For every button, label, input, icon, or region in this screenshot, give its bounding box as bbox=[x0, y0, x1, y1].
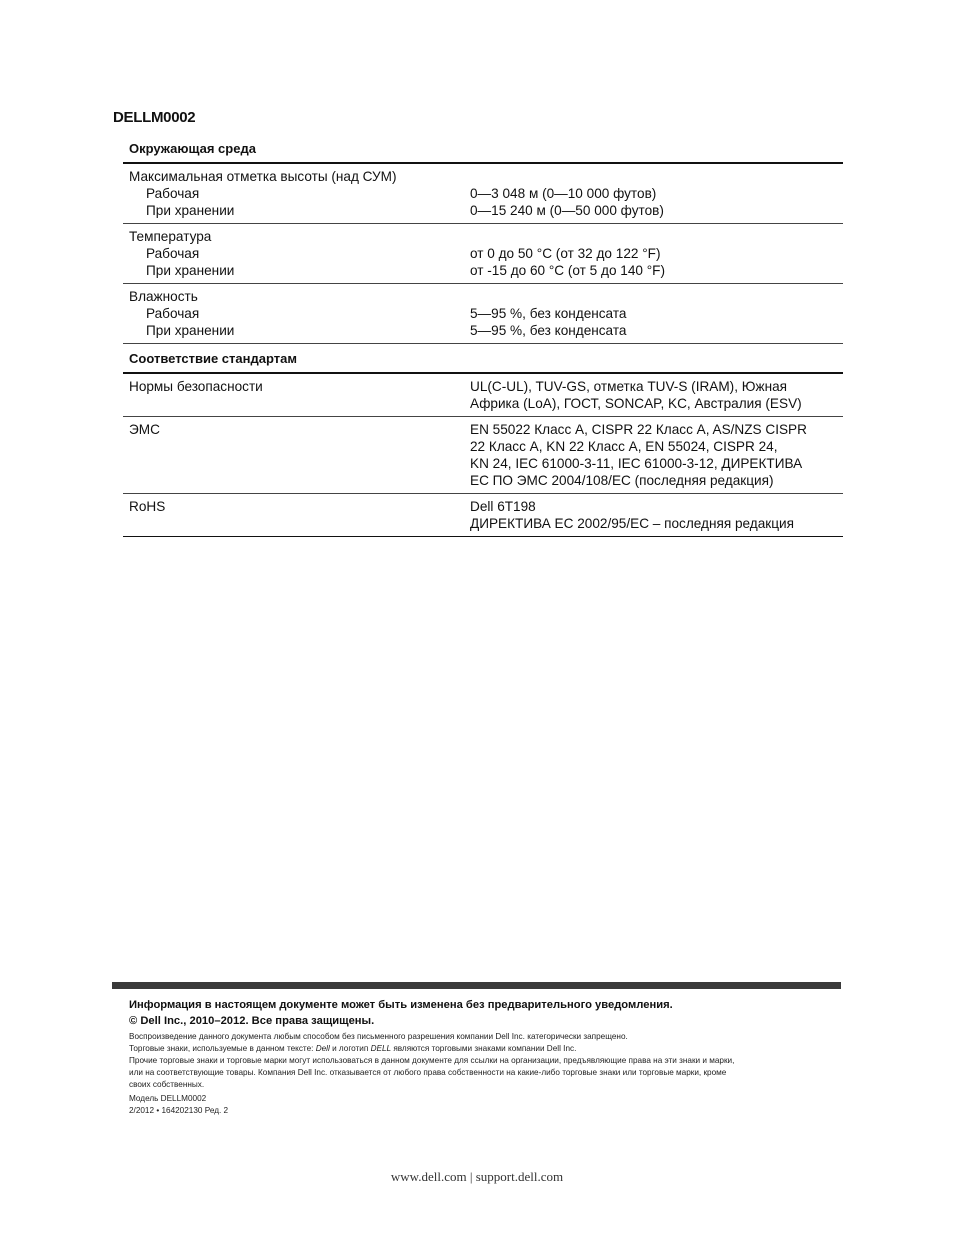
other-trademarks-line: или на соответствующие товары. Компания Dell Inc. отказывается от любого права собственности на какие-либо торговые знаки или торговые марки, кроме bbox=[129, 1068, 727, 1077]
altitude-operating-label: Рабочая bbox=[146, 186, 200, 201]
emc-value-line: ЕС ПО ЭМС 2004/108/EC (последняя редакция) bbox=[470, 473, 774, 488]
safety-row bbox=[123, 374, 843, 417]
temperature-storage-value: от -15 до 60 °C (от 5 до 140 °F) bbox=[470, 263, 666, 278]
humidity-operating-value: 5—95 %, без конденсата bbox=[470, 306, 627, 321]
footer-divider bbox=[112, 982, 841, 989]
other-trademarks-line: Прочие торговые знаки и торговые марки могут использоваться в данном документе для ссылки на организации, предъявляющие права на эти знаки и марки, bbox=[129, 1056, 735, 1065]
altitude-storage-value: 0—15 240 м (0—50 000 футов) bbox=[470, 203, 664, 218]
model-title: DELLM0002 bbox=[113, 109, 196, 126]
altitude-operating-value: 0—3 048 м (0—10 000 футов) bbox=[470, 186, 657, 201]
temperature-storage-label: При хранении bbox=[146, 263, 235, 278]
rohs-value-line: Dell 6T198 bbox=[470, 499, 536, 514]
revision-line: 2/2012 • 164202130 Ред. 2 bbox=[129, 1106, 229, 1115]
temperature-row bbox=[123, 224, 843, 284]
change-notice: Информация в настоящем документе может быть изменена без предварительного уведомления. bbox=[129, 999, 673, 1011]
model-line: Модель DELLM0002 bbox=[129, 1094, 207, 1103]
safety-label: Нормы безопасности bbox=[129, 379, 263, 394]
rohs-value-line: ДИРЕКТИВА ЕС 2002/95/EC – последняя редакция bbox=[470, 516, 794, 531]
legal-footer bbox=[129, 997, 841, 1117]
safety-value-line: UL(C-UL), TUV-GS, отметка TUV-S (IRAM), Южная bbox=[470, 379, 788, 394]
reproduction-notice: Воспроизведение данного документа любым способом без письменного разрешения компании Dell Inc. категорически запрещено. bbox=[129, 1032, 628, 1041]
environment-section-header: Окружающая среда bbox=[123, 138, 843, 164]
temperature-operating-value: от 0 до 50 °C (от 32 до 122 °F) bbox=[470, 246, 661, 261]
temperature-label: Температура bbox=[129, 229, 212, 244]
altitude-label: Максимальная отметка высоты (над СУМ) bbox=[129, 169, 397, 184]
emc-value-line: EN 55022 Класс A, CISPR 22 Класс A, AS/NZS CISPR bbox=[470, 422, 807, 437]
rohs-row bbox=[123, 494, 843, 537]
humidity-operating-label: Рабочая bbox=[146, 306, 200, 321]
emc-value-line: KN 24, IEC 61000-3-11, IEC 61000-3-12, ДИРЕКТИВА bbox=[470, 456, 803, 471]
emc-label: ЭМС bbox=[129, 422, 160, 437]
altitude-row bbox=[123, 164, 843, 224]
trademarks-notice: Торговые знаки, используемые в данном тексте: Dell и логотип DELL являются торговыми знаками компании Dell Inc. bbox=[129, 1044, 577, 1053]
safety-value-line: Африка (LoA), ГОСТ, SONCAP, KC, Австралия (ESV) bbox=[470, 396, 802, 411]
emc-value-line: 22 Класс A, KN 22 Класс A, EN 55024, CISPR 24, bbox=[470, 439, 778, 454]
emc-row bbox=[123, 417, 843, 494]
spec-table bbox=[123, 138, 843, 537]
compliance-section-header: Соответствие стандартам bbox=[123, 344, 843, 374]
website-links: www.dell.com | support.dell.com bbox=[390, 1169, 564, 1184]
other-trademarks-line: своих собственных. bbox=[129, 1080, 205, 1089]
temperature-operating-label: Рабочая bbox=[146, 246, 200, 261]
humidity-storage-label: При хранении bbox=[146, 323, 235, 338]
rohs-label: RoHS bbox=[129, 499, 166, 514]
humidity-storage-value: 5—95 %, без конденсата bbox=[470, 323, 627, 338]
humidity-label: Влажность bbox=[129, 289, 198, 304]
copyright: © Dell Inc., 2010–2012. Все права защищены. bbox=[129, 1015, 375, 1027]
humidity-row bbox=[123, 284, 843, 344]
altitude-storage-label: При хранении bbox=[146, 203, 235, 218]
